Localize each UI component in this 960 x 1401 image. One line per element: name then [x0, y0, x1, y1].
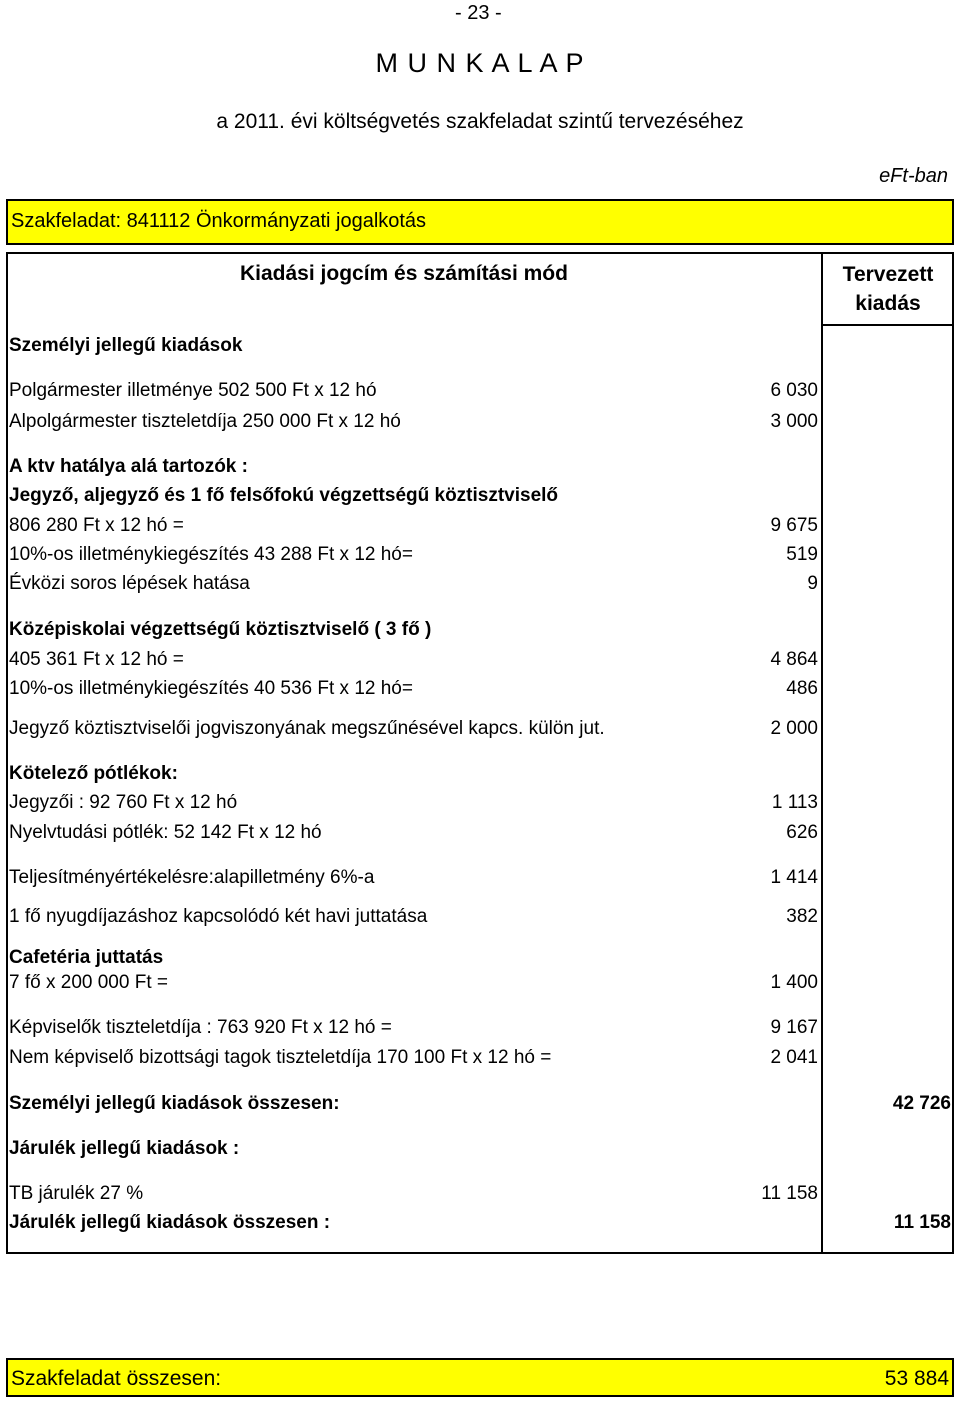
row-value: 1 113 [771, 792, 818, 813]
row-value: 1 414 [770, 867, 818, 888]
contrib-total-value: 11 158 [893, 1212, 951, 1233]
header-separator [822, 324, 954, 326]
grand-total-label: Szakfeladat összesen: [11, 1367, 222, 1390]
personal-total-label: Személyi jellegű kiadások összesen: [9, 1093, 340, 1114]
column-header-plan-line2: kiadás [855, 292, 921, 315]
page-number: - 23 - [455, 2, 502, 24]
row-label: 405 361 Ft x 12 hó = [9, 649, 184, 670]
szakfeladat-header-box [6, 199, 954, 245]
row-value: 9 167 [770, 1017, 818, 1038]
row-value: 1 400 [770, 972, 818, 993]
row-label: Alpolgármester tiszteletdíja 250 000 Ft x 12 hó [9, 411, 401, 432]
szakfeladat-label: Szakfeladat: 841112 Önkormányzati jogalkotás [11, 210, 427, 232]
row-value: 486 [786, 678, 818, 699]
row-value: 6 030 [770, 380, 818, 401]
section-contrib-heading: Járulék jellegű kiadások : [9, 1138, 240, 1159]
grand-total-value: 53 884 [884, 1367, 949, 1390]
column-header-title: Kiadási jogcím és számítási mód [240, 262, 568, 285]
page-title: M U N K A L A P [375, 48, 585, 78]
row-label: Középiskolai végzettségű köztisztviselő ( 3 fő ) [9, 619, 432, 640]
row-value: 2 041 [770, 1047, 818, 1068]
row-label: 1 fő nyugdíjazáshoz kapcsolódó két havi juttatása [9, 906, 428, 927]
row-label: Évközi soros lépések hatása [9, 573, 250, 594]
contrib-total-label: Járulék jellegű kiadások összesen : [9, 1212, 331, 1233]
grand-total-box [6, 1358, 954, 1397]
row-value: 519 [786, 544, 818, 565]
row-value: 382 [786, 906, 818, 927]
row-label: 7 fő x 200 000 Ft = [9, 972, 168, 993]
contrib-row-label: TB járulék 27 % [9, 1183, 144, 1204]
section-personal-heading: Személyi jellegű kiadások [9, 335, 243, 356]
row-label: Jegyzői : 92 760 Ft x 12 hó [9, 792, 238, 813]
personal-total-value: 42 726 [892, 1093, 951, 1114]
page-subtitle: a 2011. évi költségvetés szakfeladat szintű tervezéséhez [216, 110, 744, 133]
row-value: 9 675 [770, 515, 818, 536]
row-label: Polgármester illetménye 502 500 Ft x 12 hó [9, 380, 377, 401]
row-label: Képviselők tiszteletdíja : 763 920 Ft x 12 hó = [9, 1017, 392, 1038]
row-label: A ktv hatálya alá tartozók : [9, 456, 248, 477]
row-label: Nem képviselő bizottsági tagok tiszteletdíja 170 100 Ft x 12 hó = [9, 1047, 552, 1068]
row-value: 626 [786, 822, 818, 843]
row-label: Teljesítményértékelésre:alapilletmény 6%-a [9, 867, 375, 888]
row-label: Jegyző, aljegyző és 1 fő felsőfokú végzettségű köztisztviselő [9, 485, 559, 506]
row-value: 9 [807, 573, 818, 594]
row-label: Jegyző köztisztviselői jogviszonyának megszűnésével kapcs. külön jut. [9, 718, 605, 739]
column-header-plan-line1: Tervezett [842, 263, 934, 286]
row-label: Kötelező pótlékok: [9, 763, 178, 784]
row-label: 806 280 Ft x 12 hó = [9, 515, 184, 536]
row-value: 4 864 [770, 649, 818, 670]
row-label: Nyelvtudási pótlék: 52 142 Ft x 12 hó [9, 822, 322, 843]
column-divider [821, 252, 823, 1254]
row-label: 10%-os illetménykiegészítés 43 288 Ft x 12 hó= [9, 544, 413, 565]
row-label: 10%-os illetménykiegészítés 40 536 Ft x 12 hó= [9, 678, 413, 699]
row-value: 2 000 [770, 718, 818, 739]
contrib-row-value: 11 158 [761, 1183, 818, 1204]
row-value: 3 000 [770, 411, 818, 432]
unit-label: eFt-ban [879, 165, 948, 187]
row-label: Cafetéria juttatás [9, 947, 164, 968]
